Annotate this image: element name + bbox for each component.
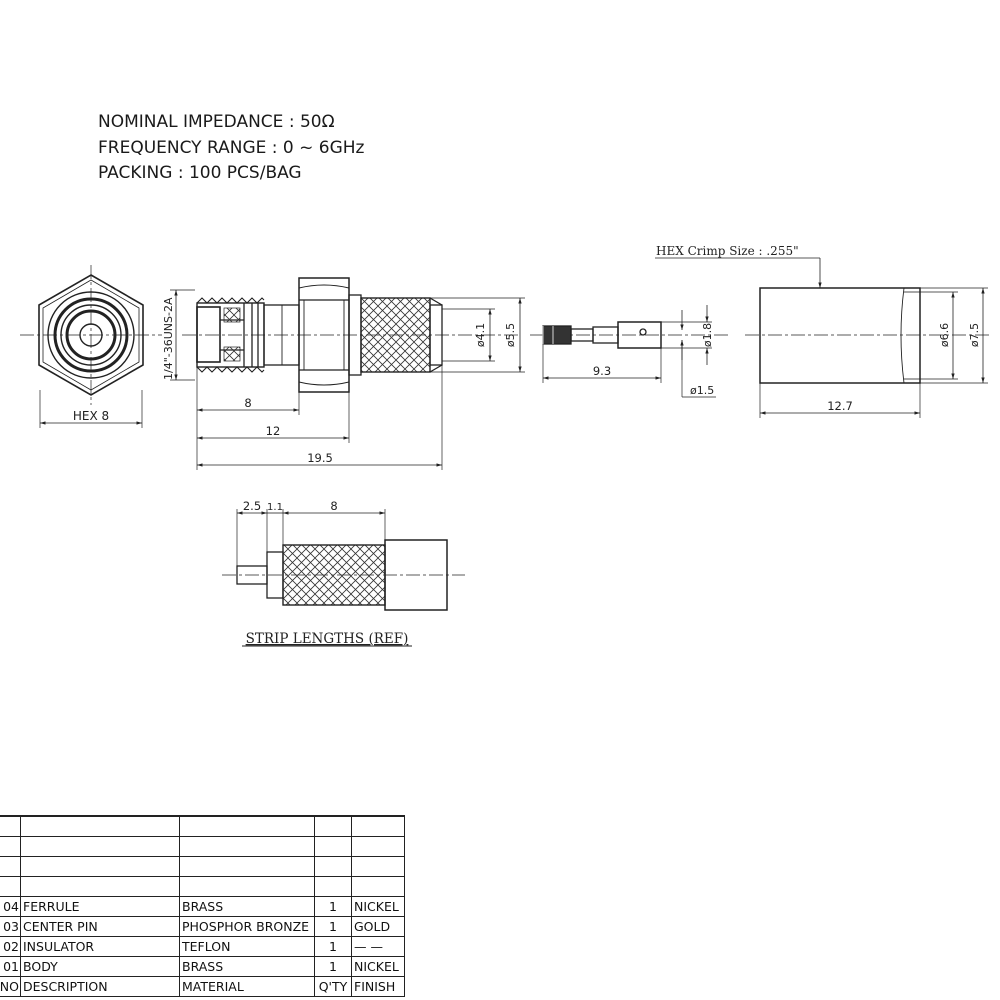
dim-19-5-label: 19.5 <box>307 451 333 465</box>
bom-cell-qty: 1 <box>315 957 352 977</box>
dia-1-5-label: ø1.5 <box>690 384 715 397</box>
bom-cell-desc: FERRULE <box>21 897 180 917</box>
bom-header-qty: Q'TY <box>315 977 352 997</box>
bom-cell-mat <box>180 837 315 857</box>
bom-header-fin: FINISH <box>352 977 405 997</box>
bom-cell-desc <box>21 816 180 837</box>
crimp-edge <box>430 365 442 372</box>
dim-9-3-label: 9.3 <box>592 364 612 378</box>
bom-cell-fin: GOLD <box>352 917 405 937</box>
strip-braid <box>283 545 385 605</box>
bom-header-no: NO <box>0 977 21 997</box>
front-view <box>20 265 162 428</box>
bom-cell-no <box>0 857 21 877</box>
strip-lengths-title: STRIP LENGTHS (REF) <box>245 631 409 647</box>
bom-cell-no <box>0 837 21 857</box>
bom-cell-mat: PHOSPHOR BRONZE <box>180 917 315 937</box>
bom-cell-fin: NICKEL <box>352 957 405 977</box>
bom-cell-fin <box>352 816 405 837</box>
bom-cell-no: 02 <box>0 937 21 957</box>
bom-cell-qty: 1 <box>315 897 352 917</box>
bom-cell-no: 03 <box>0 917 21 937</box>
dia-7-5-label: ø7.5 <box>968 322 981 348</box>
bom-cell-fin: NICKEL <box>352 897 405 917</box>
bom-row <box>0 917 405 937</box>
bill-of-materials <box>0 815 405 997</box>
spec-packing: PACKING : 100 PCS/BAG <box>98 163 302 183</box>
bom-row <box>0 857 405 877</box>
bom-cell-desc: INSULATOR <box>21 937 180 957</box>
bom-row <box>0 816 405 837</box>
bom-cell-fin <box>352 837 405 857</box>
nut-curve <box>299 285 349 288</box>
dia-1-8-label: ø1.8 <box>701 322 714 348</box>
bom-cell-fin <box>352 877 405 897</box>
bom-cell-no: 01 <box>0 957 21 977</box>
thread-top <box>197 298 264 303</box>
bom-cell-desc <box>21 837 180 857</box>
bom-cell-qty: 1 <box>315 937 352 957</box>
crimp-edge <box>430 298 442 305</box>
bom-cell-desc <box>21 877 180 897</box>
dim-1-1-label: 1.1 <box>267 502 283 513</box>
knurled-section <box>361 298 430 372</box>
dim-12-label: 12 <box>265 424 281 438</box>
bom-header-mat: MATERIAL <box>180 977 315 997</box>
dia-4-1-label: ø4.1 <box>474 322 487 348</box>
bom-cell-mat <box>180 877 315 897</box>
nut-curve <box>299 382 349 385</box>
section-hatch <box>224 308 240 322</box>
dim-8-label: 8 <box>244 396 252 410</box>
bom-cell-qty <box>315 857 352 877</box>
dim-2-5-label: 2.5 <box>242 499 262 513</box>
bom-cell-qty <box>315 816 352 837</box>
bom-header-desc: DESCRIPTION <box>21 977 180 997</box>
pin-hole <box>640 329 646 335</box>
ferrule-flare <box>901 288 904 383</box>
bom-cell-no <box>0 816 21 837</box>
insulator-face <box>197 307 220 362</box>
bom-cell-desc <box>21 857 180 877</box>
pin-tip <box>543 326 571 344</box>
bom-row <box>0 897 405 917</box>
bom-cell-mat <box>180 816 315 837</box>
bom-cell-mat: BRASS <box>180 897 315 917</box>
bom-cell-desc: BODY <box>21 957 180 977</box>
dia-6-6-label: ø6.6 <box>938 322 951 348</box>
hex-label: HEX 8 <box>72 409 110 423</box>
bom-cell-mat <box>180 857 315 877</box>
crimp-size-label: HEX Crimp Size : .255" <box>656 244 799 258</box>
bom-cell-qty: 1 <box>315 917 352 937</box>
bom-cell-qty <box>315 837 352 857</box>
strip-view <box>222 509 465 610</box>
thread-label: 1/4"-36UNS-2A <box>162 297 175 380</box>
spec-impedance: NOMINAL IMPEDANCE : 50Ω <box>98 112 335 132</box>
dim-12-7-label: 12.7 <box>827 399 853 413</box>
bom-row <box>0 937 405 957</box>
bom-cell-fin: — — <box>352 937 405 957</box>
ferrule-body <box>760 288 920 383</box>
bom-cell-fin <box>352 857 405 877</box>
thread-bottom <box>197 367 264 372</box>
body-view <box>170 278 525 470</box>
bom-cell-qty <box>315 877 352 897</box>
bom-row <box>0 877 405 897</box>
bom-row <box>0 837 405 857</box>
spec-frequency: FREQUENCY RANGE : 0 ~ 6GHz <box>98 137 365 158</box>
bom-row <box>0 957 405 977</box>
section-hatch <box>224 347 240 361</box>
bom-cell-desc: CENTER PIN <box>21 917 180 937</box>
bom-cell-mat: TEFLON <box>180 937 315 957</box>
bom-header-row <box>0 977 405 997</box>
dia-5-5-label: ø5.5 <box>504 322 517 348</box>
bom-cell-mat: BRASS <box>180 957 315 977</box>
dim-8-strip-label: 8 <box>330 499 338 513</box>
bom-cell-no: 04 <box>0 897 21 917</box>
bom-cell-no <box>0 877 21 897</box>
